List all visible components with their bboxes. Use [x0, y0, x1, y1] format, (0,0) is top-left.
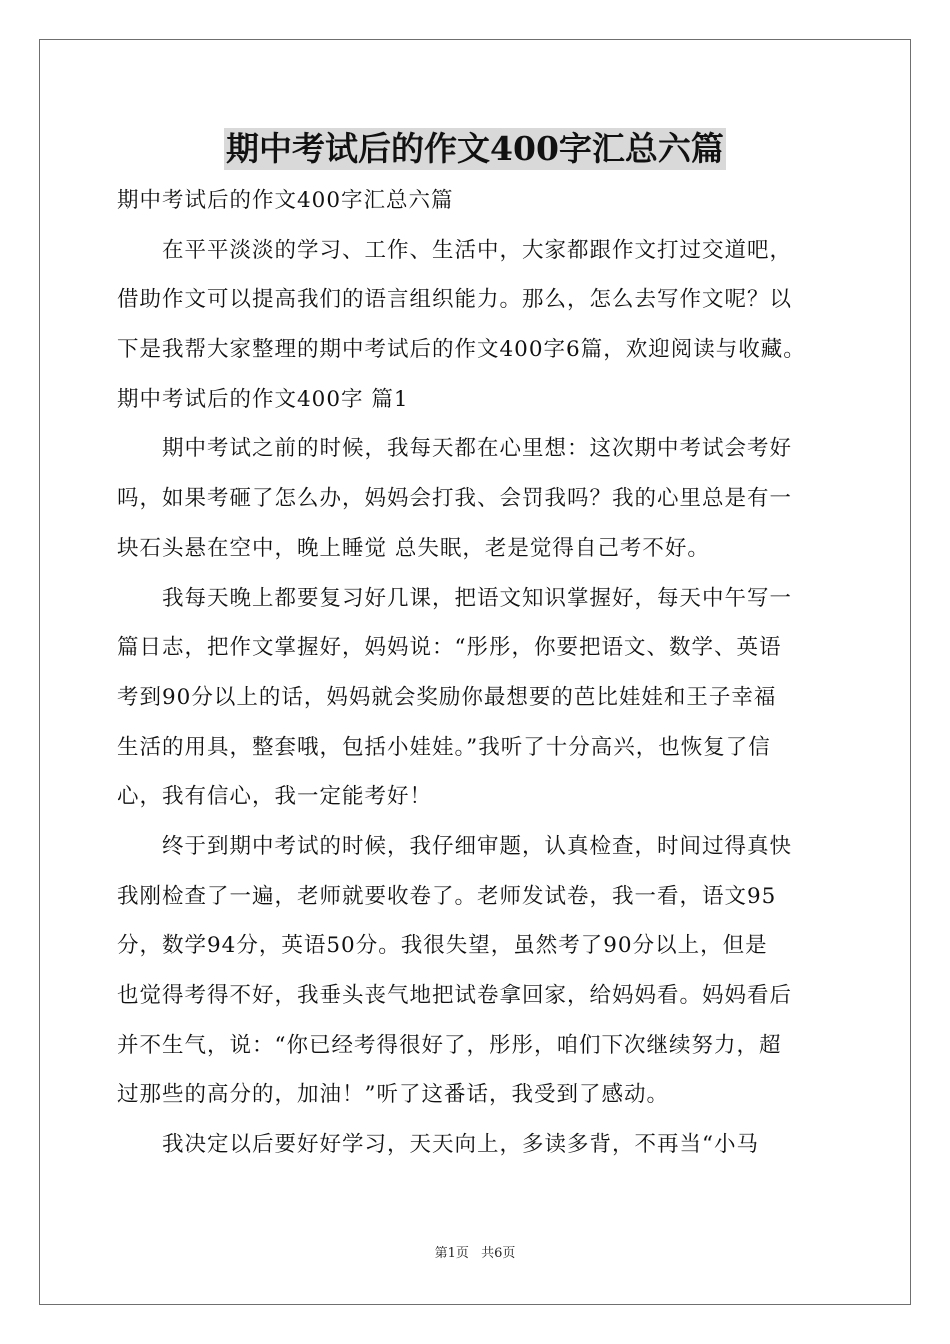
text-line: 也觉得考得不好，我垂头丧气地把试卷拿回家，给妈妈看。妈妈看后	[117, 983, 793, 1008]
text-line: 过那些的高分的，加油！”听了这番话，我受到了感动。	[117, 1082, 669, 1108]
text-line: 心，我有信心，我一定能考好！	[117, 784, 433, 810]
text-line: 下是我帮大家整理的期中考试后的作文400字6篇，欢迎阅读与收藏。	[117, 337, 806, 363]
page-footer	[0, 1245, 950, 1263]
text-line: 吗，如果考砸了怎么办，妈妈会打我、会罚我吗？我的心里总是有一	[117, 486, 793, 512]
text-line: 生活的用具，整套哦，包括小娃娃。”我听了十分高兴，也恢复了信	[117, 734, 771, 760]
text-line: 我每天晚上都要复习好几课，把语文知识掌握好，每天中午写一	[117, 585, 793, 611]
text-line: 考到90分以上的话，妈妈就会奖励你最想要的芭比娃娃和王子幸福	[117, 684, 777, 710]
text-line: 并不生气，说：“你已经考得很好了，彤彤，咱们下次继续努力，超	[117, 1032, 782, 1058]
text-line: 终于到期中考试的时候，我仔细审题，认真检查，时间过得真快	[117, 833, 793, 859]
text-line: 分，数学94分，英语50分。我很失望，虽然考了90分以上，但是	[117, 933, 768, 959]
text-line: 我决定以后要好好学习，天天向上，多读多背，不再当“小马	[117, 1132, 759, 1158]
text-line: 借助作文可以提高我们的语言组织能力。那么，怎么去写作文呢？以	[117, 287, 793, 313]
text-line: 期中考试之前的时候，我每天都在心里想：这次期中考试会考好	[117, 436, 793, 462]
page-number: 第1页	[434, 1246, 469, 1261]
document-body	[117, 176, 837, 1170]
text-line: 在平平淡淡的学习、工作、生活中，大家都跟作文打过交道吧，	[117, 237, 793, 263]
document-title: 期中考试后的作文400字汇总六篇	[226, 129, 724, 168]
title-container	[0, 128, 950, 170]
text-line: 期中考试后的作文400字汇总六篇	[117, 188, 454, 213]
text-line: 我刚检查了一遍，老师就要收卷了。老师发试卷，我一看，语文95	[117, 883, 777, 909]
section-heading: 期中考试后的作文400字 篇1	[117, 386, 409, 412]
page-total: 共6页	[481, 1246, 516, 1261]
text-line: 篇日志，把作文掌握好，妈妈说：“彤彤，你要把语文、数学、英语	[117, 635, 782, 661]
text-line: 块石头悬在空中，晚上睡觉 总失眠，老是觉得自己考不好。	[117, 535, 710, 561]
